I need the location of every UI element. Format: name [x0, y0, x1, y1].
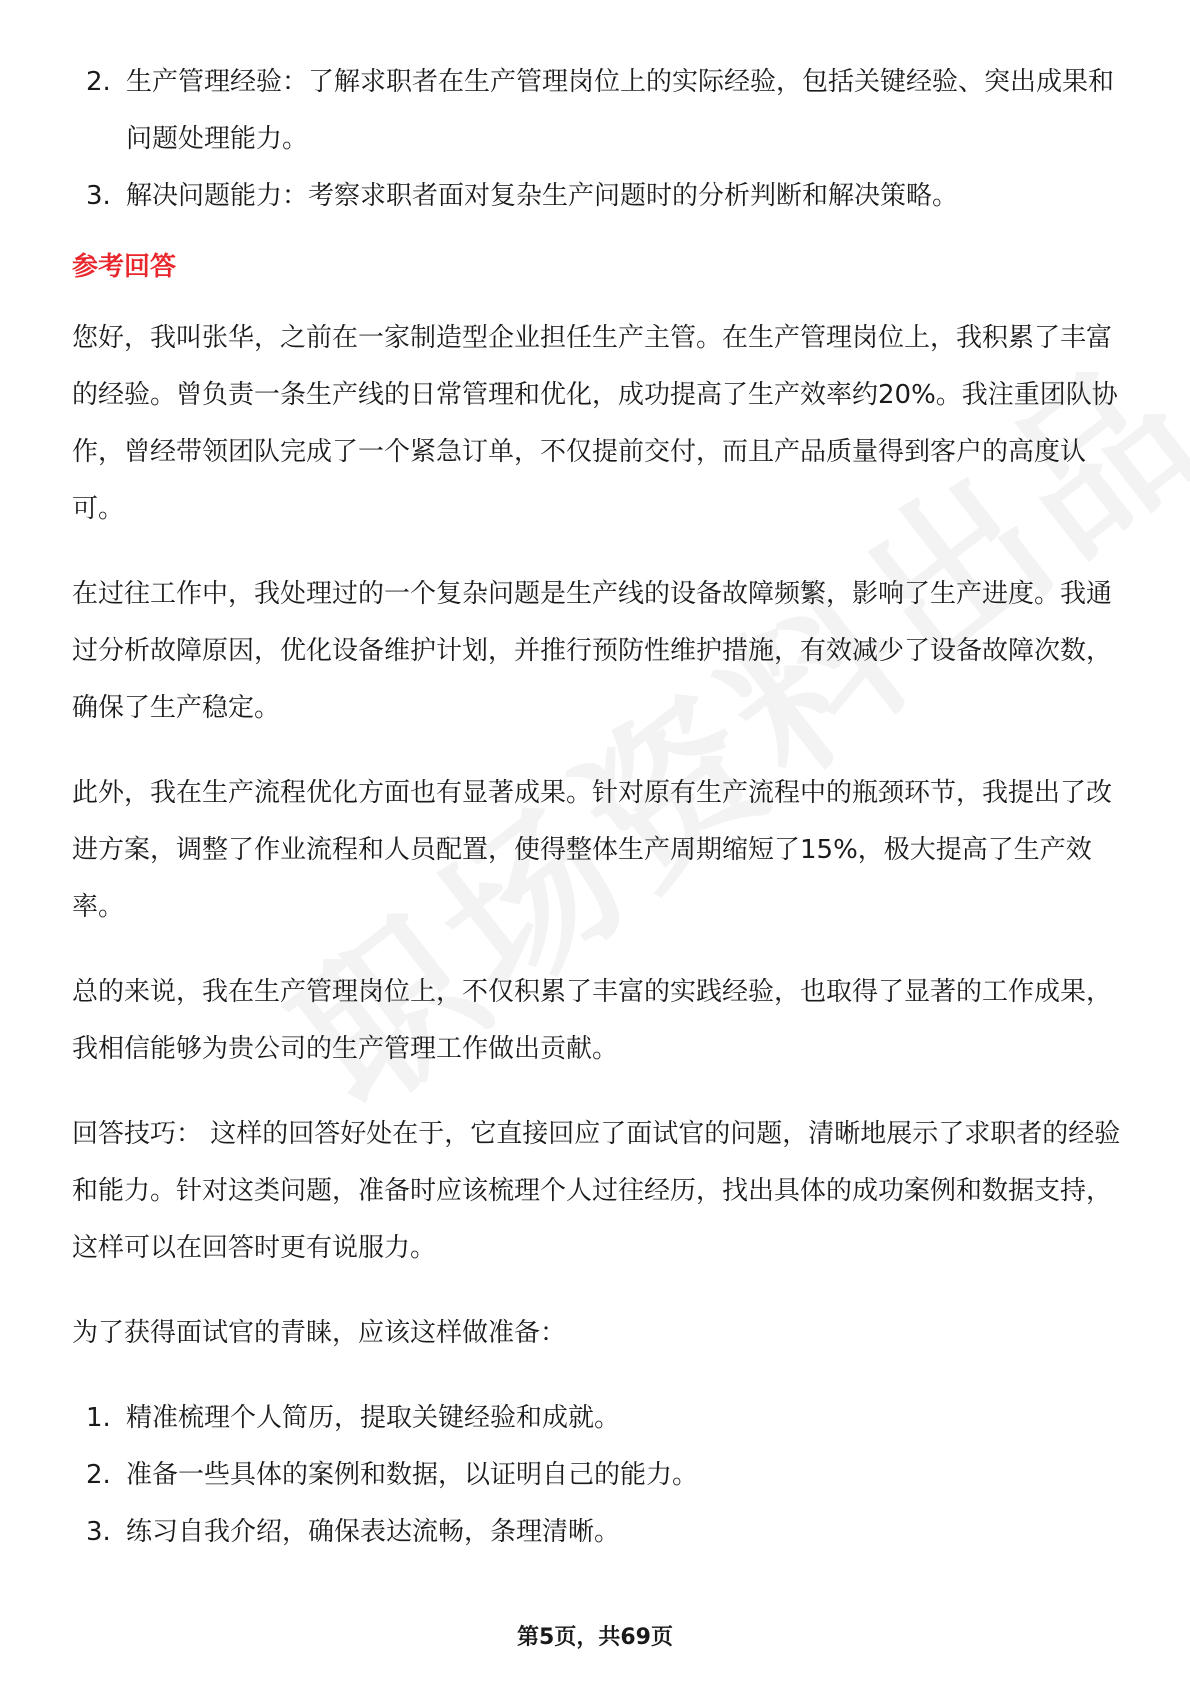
list-item	[72, 1447, 1122, 1504]
list-item	[72, 54, 1122, 168]
evaluation-points-list	[72, 54, 1122, 225]
answer-paragraph: 在过往工作中，我处理过的一个复杂问题是生产线的设备故障频繁，影响了生产进度。我通过分析故障原因，优化设备维护计划，并推行预防性维护措施，有效减少了设备故障次数，确保了生产稳定。	[72, 579, 1113, 723]
list-item	[72, 168, 1122, 225]
list-item-number: 3.	[86, 1517, 111, 1547]
tips-paragraph: 回答技巧： 这样的回答好处在于，它直接回应了面试官的问题，清晰地展示了求职者的经验和能力。针对这类问题，准备时应该梳理个人过往经历，找出具体的成功案例和数据支持，这样可以在回答时更有说服力。	[72, 1119, 1121, 1263]
section-title: 参考回答	[72, 252, 177, 282]
answer-paragraph: 此外，我在生产流程优化方面也有显著成果。针对原有生产流程中的瓶颈环节，我提出了改进方案，调整了作业流程和人员配置，使得整体生产周期缩短了15%，极大提高了生产效率。	[72, 778, 1113, 922]
list-item-text: 准备一些具体的案例和数据，以证明自己的能力。	[126, 1460, 699, 1490]
answer-paragraph: 您好，我叫张华，之前在一家制造型企业担任生产主管。在生产管理岗位上，我积累了丰富的经验。曾负责一条生产线的日常管理和优化，成功提高了生产效率约20%。我注重团队协作，曾经带领团队完成了一个紧急订单，不仅提前交付，而且产品质量得到客户的高度认可。	[72, 323, 1118, 524]
list-item-number: 2.	[86, 1460, 111, 1490]
list-item-number: 1.	[86, 1403, 111, 1433]
list-item-text: 解决问题能力：考察求职者面对复杂生产问题时的分析判断和解决策略。	[126, 181, 959, 211]
page-content	[72, 54, 1122, 1561]
list-item-text: 练习自我介绍，确保表达流畅，条理清晰。	[126, 1517, 621, 1547]
list-item-number: 2.	[86, 67, 111, 97]
list-item-text: 精准梳理个人简历，提取关键经验和成就。	[126, 1403, 621, 1433]
prep-intro: 为了获得面试官的青睐，应该这样做准备：	[72, 1318, 567, 1348]
page-number: 第5页，共69页	[517, 1625, 673, 1650]
list-item-text: 生产管理经验：了解求职者在生产管理岗位上的实际经验，包括关键经验、突出成果和问题处理能力。	[126, 67, 1115, 154]
answer-paragraph: 总的来说，我在生产管理岗位上，不仅积累了丰富的实践经验，也取得了显著的工作成果，我相信能够为贵公司的生产管理工作做出贡献。	[72, 977, 1113, 1064]
list-item-number: 3.	[86, 181, 111, 211]
list-item	[72, 1390, 1122, 1447]
list-item	[72, 1504, 1122, 1561]
preparation-list	[72, 1390, 1122, 1561]
